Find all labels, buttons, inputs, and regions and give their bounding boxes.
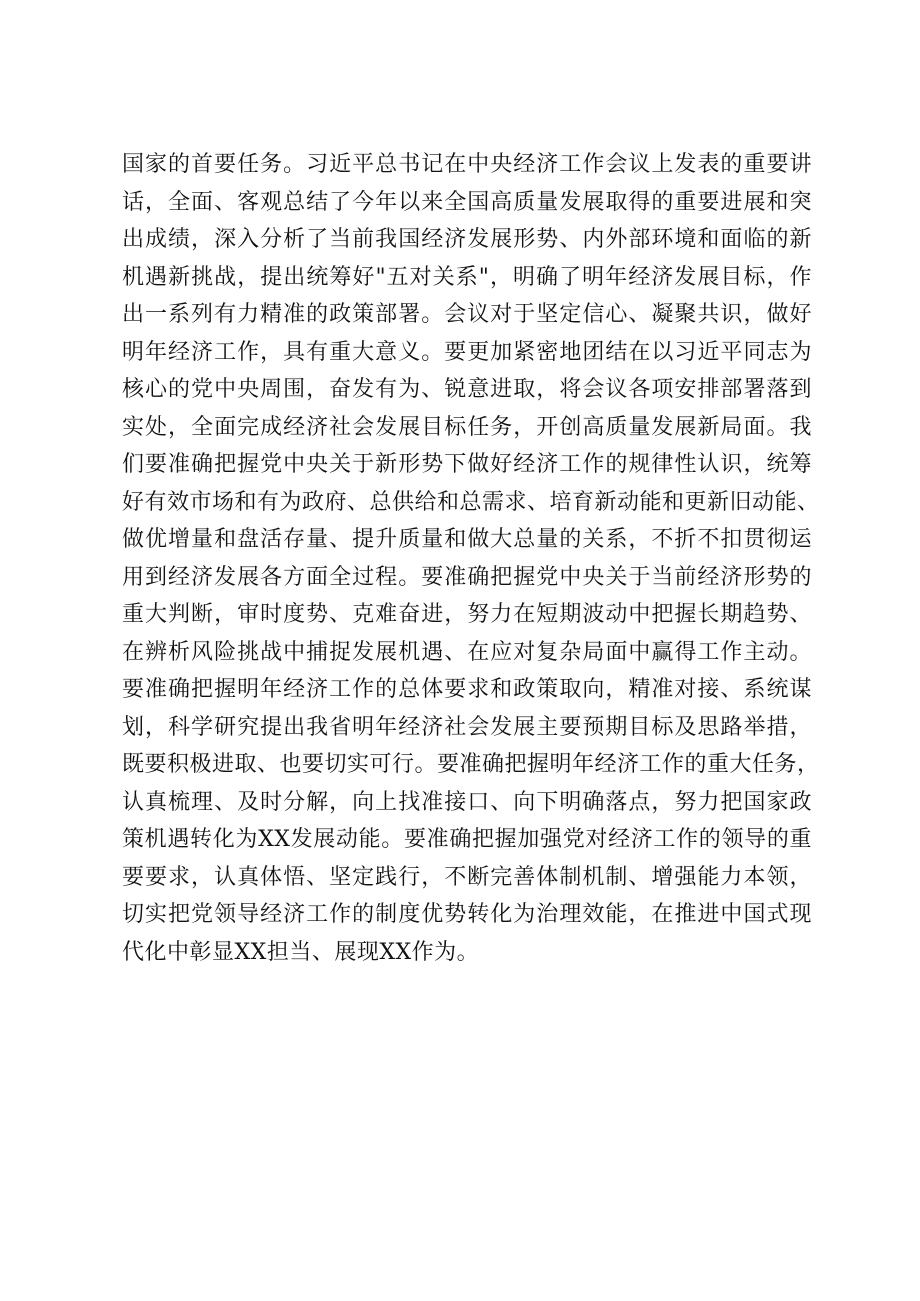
paragraph-line-19: 策机遇转化为XX发展动能。要准确把握加强党对经济工作的领导的重	[122, 827, 812, 852]
paragraph-line-3: 出成绩，深入分析了当前我国经济发展形势、内外部环境和面临的新	[122, 227, 812, 252]
paragraph-line-21: 切实把党领导经济工作的制度优势转化为治理效能，在推进中国式现	[122, 902, 812, 927]
paragraph-line-11: 做优增量和盘活存量、提升质量和做大总量的关系，不折不扣贯彻运	[122, 527, 812, 552]
paragraph-line-9: 们要准确把握党中央关于新形势下做好经济工作的规律性认识，统筹	[122, 452, 812, 477]
paragraph-line-10: 好有效市场和有为政府、总供给和总需求、培育新动能和更新旧动能、	[122, 489, 820, 515]
paragraph-line-1: 国家的首要任务。习近平总书记在中央经济工作会议上发表的重要讲	[122, 152, 812, 177]
paragraph-line-18: 认真梳理、及时分解，向上找准接口、向下明确落点，努力把国家政	[122, 789, 812, 815]
paragraph-line-12: 用到经济发展各方面全过程。要准确把握党中央关于当前经济形势的	[122, 564, 812, 590]
paragraph-line-14: 在辨析风险挑战中捕捉发展机遇、在应对复杂局面中赢得工作主动。	[122, 639, 812, 665]
paragraph-line-8: 实处，全面完成经济社会发展目标任务，开创高质量发展新局面。我	[122, 414, 812, 440]
paragraph-line-13: 重大判断，审时度势、克难奋进，努力在短期波动中把握长期趋势、	[122, 602, 812, 627]
paragraph-line-22: 代化中彰显XX担当、展现XX作为。	[122, 939, 480, 965]
paragraph-body-text	[122, 146, 820, 971]
paragraph-line-4: 机遇新挑战，提出统筹好"五对关系"，明确了明年经济发展目标，作	[122, 264, 812, 290]
paragraph-line-7: 核心的党中央周围，奋发有为、锐意进取，将会议各项安排部署落到	[122, 377, 812, 402]
paragraph-line-17: 既要积极进取、也要切实可行。要准确把握明年经济工作的重大任务，	[122, 752, 820, 777]
paragraph-line-15: 要准确把握明年经济工作的总体要求和政策取向，精准对接、系统谋	[122, 677, 812, 702]
paragraph-line-20: 要要求，认真体悟、坚定践行，不断完善体制机制、增强能力本领，	[122, 864, 812, 890]
paragraph-line-5: 出一系列有力精准的政策部署。会议对于坚定信心、凝聚共识，做好	[122, 302, 812, 327]
paragraph-line-2: 话，全面、客观总结了今年以来全国高质量发展取得的重要进展和突	[122, 189, 812, 215]
paragraph-line-6: 明年经济工作，具有重大意义。要更加紧密地团结在以习近平同志为	[122, 339, 812, 365]
paragraph-line-16: 划，科学研究提出我省明年经济社会发展主要预期目标及思路举措，	[122, 714, 812, 740]
